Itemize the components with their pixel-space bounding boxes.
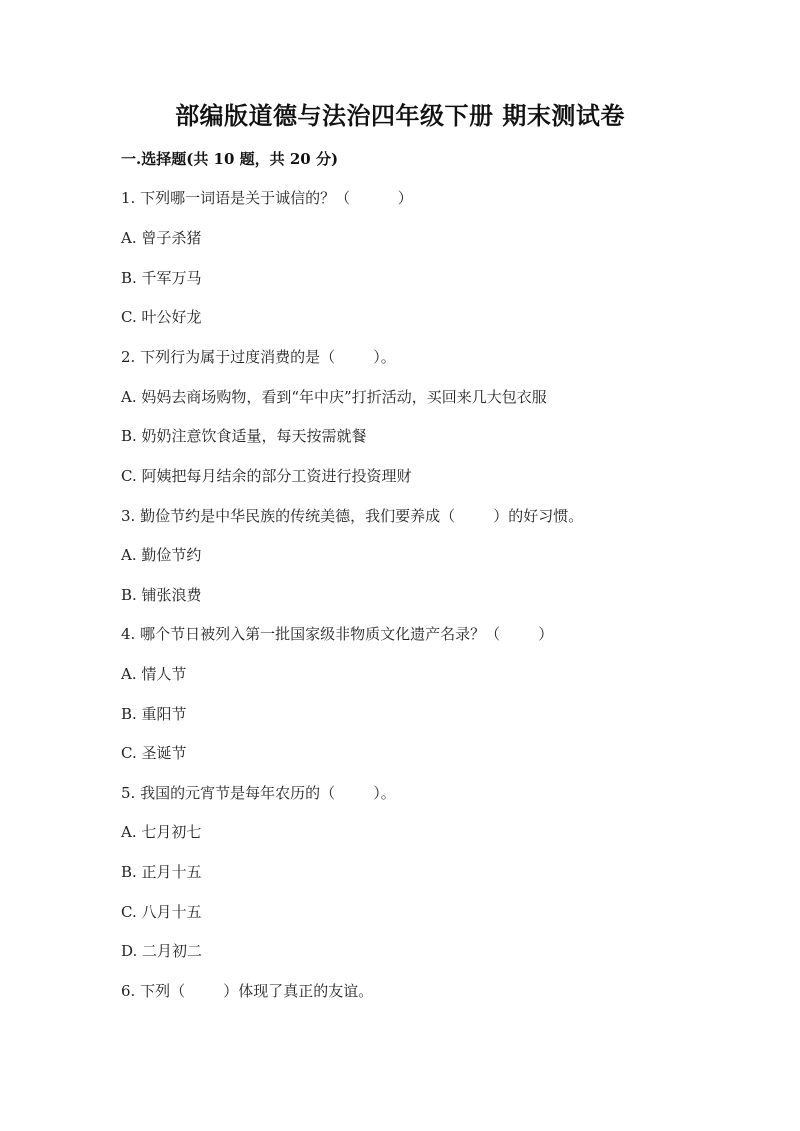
question-2-stem: 2. 下列行为属于过度消费的是（ ）。 xyxy=(121,348,396,366)
question-2-option-c: C. 阿姨把每月结余的部分工资进行投资理财 xyxy=(121,467,412,485)
question-1-stem: 1. 下列哪一词语是关于诚信的？（ ） xyxy=(121,189,413,207)
question-5-option-a: A. 七月初七 xyxy=(121,823,202,841)
question-3-stem: 3. 勤俭节约是中华民族的传统美德，我们要养成（ ）的好习惯。 xyxy=(121,507,584,525)
question-2-option-b: B. 奶奶注意饮食适量，每天按需就餐 xyxy=(121,427,367,445)
question-2-option-a: A. 妈妈去商场购物，看到“年中庆”打折活动，买回来几大包衣服 xyxy=(121,388,547,406)
question-5-stem: 5. 我国的元宵节是每年农历的（ ）。 xyxy=(121,784,396,802)
question-4-option-c: C. 圣诞节 xyxy=(121,744,187,762)
question-3-option-b: B. 铺张浪费 xyxy=(121,586,202,604)
question-1-option-b: B. 千军万马 xyxy=(121,269,202,287)
question-4-stem: 4. 哪个节日被列入第一批国家级非物质文化遗产名录？（ ） xyxy=(121,625,554,643)
question-5-option-b: B. 正月十五 xyxy=(121,863,202,881)
page-title: 部编版道德与法治四年级下册 期末测试卷 xyxy=(175,101,625,130)
question-3-option-a: A. 勤俭节约 xyxy=(121,546,202,564)
question-6-stem: 6. 下列（ ）体现了真正的友谊。 xyxy=(121,982,374,1000)
question-1-option-a: A. 曾子杀猪 xyxy=(121,229,202,247)
question-4-option-a: A. 情人节 xyxy=(121,665,187,683)
question-5-option-d: D. 二月初二 xyxy=(121,942,203,960)
question-1-option-c: C. 叶公好龙 xyxy=(121,308,202,326)
section-heading: 一.选择题(共 10 题，共 20 分) xyxy=(121,150,339,168)
question-5-option-c: C. 八月十五 xyxy=(121,903,202,921)
question-4-option-b: B. 重阳节 xyxy=(121,705,187,723)
